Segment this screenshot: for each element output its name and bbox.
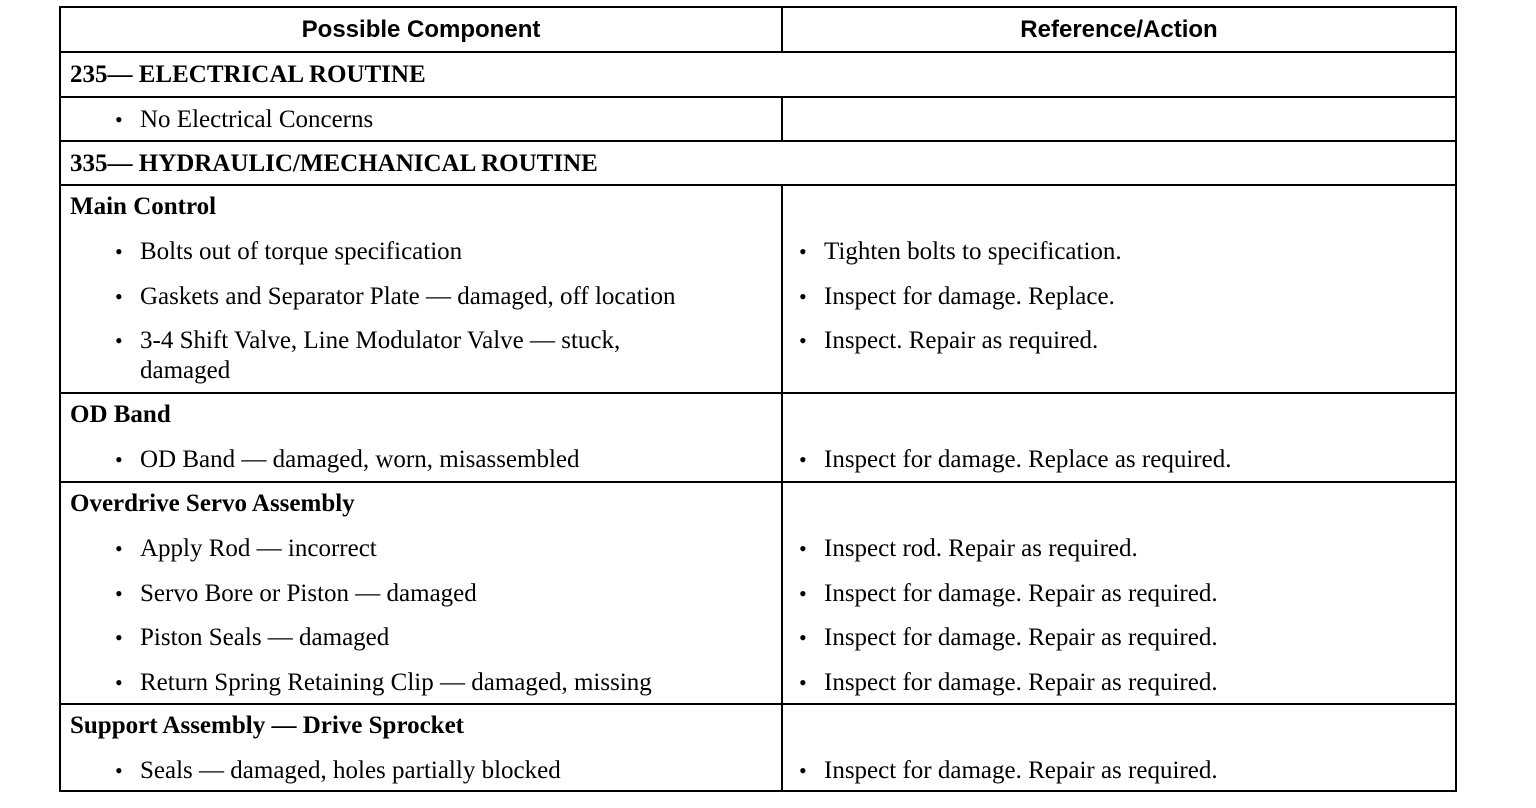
diagnosis-table xyxy=(59,6,1457,792)
action-text: Inspect for damage. Replace. xyxy=(824,283,1115,310)
component-text: Seals — damaged, holes partially blocked xyxy=(140,757,561,784)
header-component-label: Possible Component xyxy=(301,16,541,43)
action-text: Inspect. Repair as required. xyxy=(824,327,1099,354)
component-text: Apply Rod — incorrect xyxy=(140,535,377,562)
group-row-support-assembly xyxy=(61,705,1455,790)
action-text: Inspect for damage. Repair as required. xyxy=(824,757,1218,784)
bullet: • xyxy=(115,284,123,309)
bullet: • xyxy=(799,328,807,353)
header-cell-action xyxy=(783,8,1455,51)
action-cell xyxy=(783,394,1455,481)
action-cell xyxy=(783,186,1455,392)
component-cell xyxy=(61,394,783,481)
component-text: 3-4 Shift Valve, Line Modulator Valve — stuck, xyxy=(140,327,621,354)
bullet: • xyxy=(115,758,123,783)
bullet: • xyxy=(799,536,807,561)
group-row-od-band xyxy=(61,394,1455,483)
group-row-main-control xyxy=(61,186,1455,394)
action-text: Tighten bolts to specification. xyxy=(824,238,1122,265)
bullet: • xyxy=(799,581,807,606)
component-text: No Electrical Concerns xyxy=(140,106,374,133)
bullet: • xyxy=(115,670,123,695)
bullet: • xyxy=(115,625,123,650)
bullet: • xyxy=(799,625,807,650)
action-cell xyxy=(783,98,1455,140)
table-row-electrical xyxy=(61,98,1455,142)
bullet: • xyxy=(115,239,123,264)
bullet: • xyxy=(799,447,807,472)
group-title-support-assembly: Support Assembly — Drive Sprocket xyxy=(70,712,465,739)
component-text: Gaskets and Separator Plate — damaged, off location xyxy=(140,283,676,310)
component-cell xyxy=(61,705,783,790)
bullet: • xyxy=(799,284,807,309)
action-cell xyxy=(783,483,1455,703)
component-text: Servo Bore or Piston — damaged xyxy=(140,580,477,607)
bullet: • xyxy=(799,239,807,264)
action-text: Inspect for damage. Replace as required. xyxy=(824,446,1232,473)
component-cell xyxy=(61,483,783,703)
section-row-electrical xyxy=(61,53,1455,98)
component-text: Return Spring Retaining Clip — damaged, missing xyxy=(140,669,652,696)
action-text: Inspect for damage. Repair as required. xyxy=(824,624,1218,651)
section-title-hydraulic: 335— HYDRAULIC/MECHANICAL ROUTINE xyxy=(70,150,598,177)
bullet: • xyxy=(115,107,123,132)
section-row-hydraulic xyxy=(61,142,1455,186)
bullet: • xyxy=(799,670,807,695)
bullet: • xyxy=(115,581,123,606)
component-text: Bolts out of torque specification xyxy=(140,238,463,265)
component-text: OD Band — damaged, worn, misassembled xyxy=(140,446,580,473)
action-cell xyxy=(783,705,1455,790)
action-text: Inspect for damage. Repair as required. xyxy=(824,669,1218,696)
header-cell-component xyxy=(61,8,783,51)
bullet: • xyxy=(115,447,123,472)
bullet: • xyxy=(115,536,123,561)
group-title-overdrive-servo: Overdrive Servo Assembly xyxy=(70,490,355,517)
bullet: • xyxy=(799,758,807,783)
action-text: Inspect rod. Repair as required. xyxy=(824,535,1138,562)
table-header-row xyxy=(61,8,1455,53)
bullet: • xyxy=(115,328,123,353)
component-text: Piston Seals — damaged xyxy=(140,624,390,651)
action-text: Inspect for damage. Repair as required. xyxy=(824,580,1218,607)
group-title-main-control: Main Control xyxy=(70,193,217,220)
section-title-electrical: 235— ELECTRICAL ROUTINE xyxy=(70,61,426,88)
group-title-od-band: OD Band xyxy=(70,401,171,428)
header-action-label: Reference/Action xyxy=(1020,16,1218,43)
component-text-continued: damaged xyxy=(140,357,231,384)
group-row-overdrive-servo xyxy=(61,483,1455,705)
component-cell xyxy=(61,98,783,140)
component-cell xyxy=(61,186,783,392)
